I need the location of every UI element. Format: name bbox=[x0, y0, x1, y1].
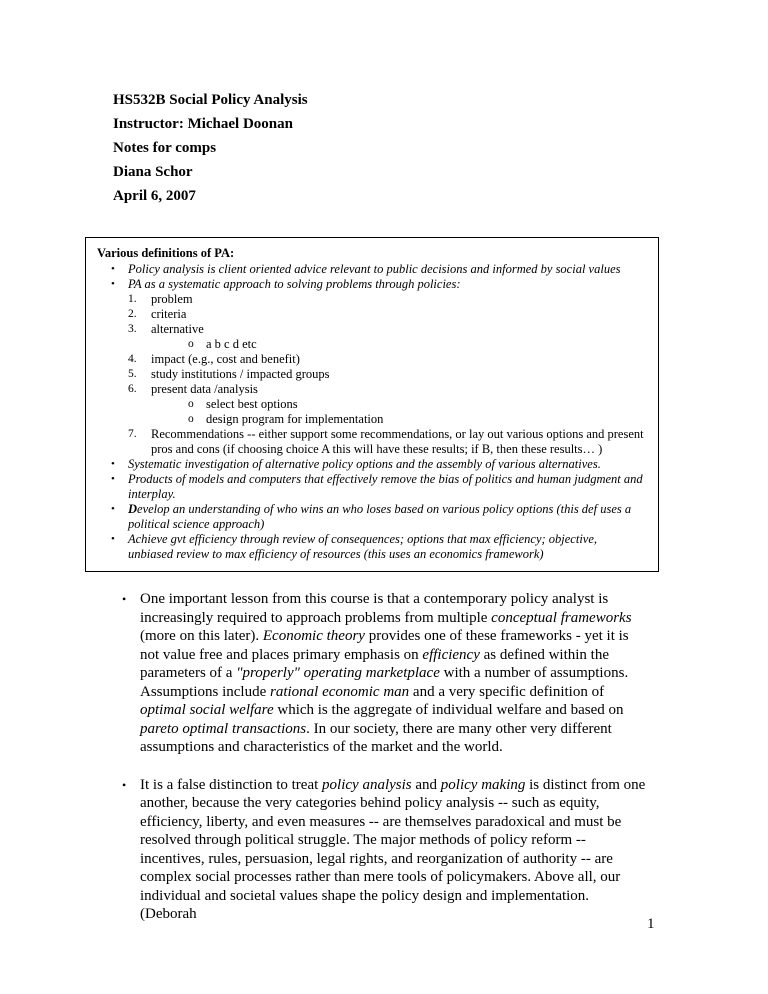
definition-text: design program for implementation bbox=[206, 412, 384, 426]
definition-text: alternative bbox=[151, 322, 204, 336]
body-paragraph bbox=[122, 590, 646, 757]
sub-bullet-marker: o bbox=[188, 398, 194, 410]
author-line: Diana Schor bbox=[113, 164, 193, 180]
bullet-marker: • bbox=[122, 777, 127, 792]
definition-text: present data /analysis bbox=[151, 382, 258, 396]
definition-numbered-item bbox=[96, 367, 644, 382]
course-title: HS532B Social Policy Analysis bbox=[113, 92, 308, 108]
paragraph-text: One important lesson from this course is that a contemporary policy analyst is increasingly required to approach problems from multiple conceptual frameworks (more on this later). Economic theory provides one of these frameworks - yet it is not value free and places primary emphasis on efficiency as defined within the parameters of a "properly" operating marketplace with a number of assumptions. Assumptions include rational economic man and a very specific definition of optimal social welfare which is the aggregate of individual welfare and based on pareto optimal transactions. In our society, there are many other very different assumptions and characteristics of the market and the world. bbox=[140, 591, 632, 755]
definition-text: criteria bbox=[151, 307, 187, 321]
definition-text: Recommendations -- either support some recommendations, or lay out various options and present pros and cons (if choosing choice A this will have these results; if B, then these results… ) bbox=[151, 427, 644, 456]
number-label: 2. bbox=[128, 308, 137, 320]
document-header bbox=[113, 88, 308, 208]
definition-numbered-item bbox=[96, 292, 644, 307]
definition-text: Policy analysis is client oriented advice relevant to public decisions and informed by social values bbox=[128, 262, 621, 276]
document-body bbox=[122, 590, 646, 943]
definition-numbered-item bbox=[96, 352, 644, 367]
number-label: 6. bbox=[128, 383, 137, 395]
definition-text: study institutions / impacted groups bbox=[151, 367, 330, 381]
definition-text: PA as a systematic approach to solving problems through policies: bbox=[128, 277, 461, 291]
date-line: April 6, 2007 bbox=[113, 188, 196, 204]
definitions-box-title: Various definitions of PA: bbox=[97, 246, 235, 260]
number-label: 1. bbox=[128, 293, 137, 305]
definition-numbered-item bbox=[96, 427, 644, 457]
definition-item bbox=[96, 277, 644, 292]
notes-line: Notes for comps bbox=[113, 140, 217, 156]
number-label: 5. bbox=[128, 368, 137, 380]
bullet-marker: • bbox=[111, 533, 115, 545]
bullet-marker: • bbox=[111, 458, 115, 470]
body-paragraph bbox=[122, 776, 646, 924]
page-number: 1 bbox=[647, 916, 655, 932]
bullet-marker: • bbox=[111, 503, 115, 515]
number-label: 7. bbox=[128, 428, 137, 440]
number-label: 4. bbox=[128, 353, 137, 365]
definition-text: a b c d etc bbox=[206, 337, 257, 351]
definition-item bbox=[96, 532, 644, 562]
definition-numbered-item bbox=[96, 307, 644, 322]
definition-item bbox=[96, 262, 644, 277]
bullet-marker: • bbox=[111, 473, 115, 485]
definition-numbered-item bbox=[96, 322, 644, 337]
bullet-marker: • bbox=[122, 592, 127, 606]
instructor-line: Instructor: Michael Doonan bbox=[113, 116, 293, 132]
number-label: 3. bbox=[128, 323, 137, 335]
definition-text: impact (e.g., cost and benefit) bbox=[151, 352, 300, 366]
definition-text: Systematic investigation of alternative policy options and the assembly of various alternatives. bbox=[128, 457, 601, 471]
definition-item bbox=[96, 457, 644, 472]
definition-text: Achieve gvt efficiency through review of consequences; options that max efficiency; objective, unbiased review to max efficiency of resources (this uses an economics framework) bbox=[128, 532, 598, 561]
definition-sub-item bbox=[96, 337, 644, 352]
paragraph-text: It is a false distinction to treat policy analysis and policy making is distinct from one another, because the very categories behind policy analysis -- such as equity, efficiency, liberty, and even measures -- are themselves paradoxical and must be resolved through political struggle. The major methods of policy reform -- incentives, rules, persuasion, legal rights, and reorganization of authority -- are complex social processes rather than mere tools of policymakers. Above all, our individual and societal values shape the policy design and implementation. (Deborah bbox=[140, 776, 646, 922]
sub-bullet-marker: o bbox=[188, 413, 194, 425]
definition-numbered-item bbox=[96, 382, 644, 397]
definition-text: problem bbox=[151, 292, 193, 306]
definition-item bbox=[96, 472, 644, 502]
bullet-marker: • bbox=[111, 278, 115, 290]
definitions-box bbox=[85, 237, 659, 572]
definition-text: Products of models and computers that effectively remove the bias of politics and human judgment and interplay. bbox=[128, 472, 643, 501]
definition-sub-item bbox=[96, 412, 644, 427]
definition-text: select best options bbox=[206, 397, 298, 411]
sub-bullet-marker: o bbox=[188, 338, 194, 350]
definition-item bbox=[96, 502, 644, 532]
definition-text: Develop an understanding of who wins an who loses based on various policy options (this def uses a political science approach) bbox=[128, 502, 632, 531]
bullet-marker: • bbox=[111, 263, 115, 275]
definition-sub-item bbox=[96, 397, 644, 412]
